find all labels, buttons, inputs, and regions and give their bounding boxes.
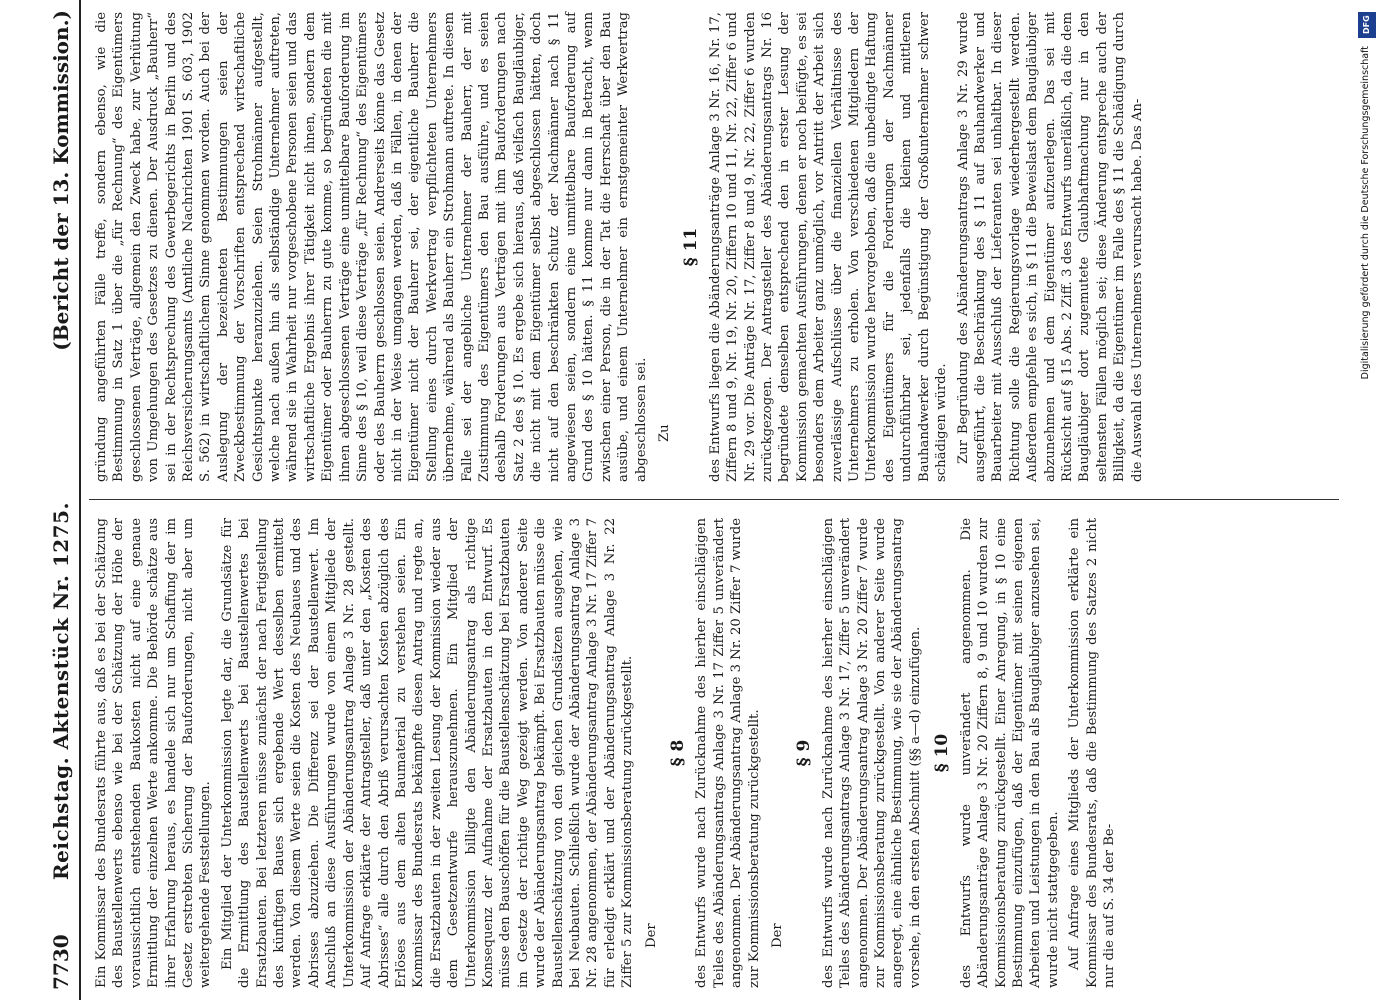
lead-word: Der: [643, 923, 659, 948]
lead-word: Der: [770, 923, 786, 948]
section-heading: § 8: [668, 739, 688, 767]
paragraph: gründung angeführten Fälle treffe, sondern ebenso, wie die Bestimmung in Satz 1 über die „für Rechnung“ des Eigentümers geschlossenen Verträge, allgemein den Zweck habe, zur Verhütung von Umgehungen des Gesetzes zu dienen. Der Ausdruck „Bauherr“ sei in der Rechtsprechung des Gewerbegerichts in Berlin und des Reichsversicherungsamts (Amtliche Nachrichten 1901 S. 603, 1902 S. 562) in wirtschaftlichem Sinne genommen worden. Auch bei der Auslegung der bezeichneten Bestimmungen seien der Zweckbestimmung der Vorschriften entsprechend wirtschaftliche Gesichtspunkte heranzuziehen. Seien Strohmänner aufgestellt, welche nach außen hin als selbständige Unternehmer auftreten, während sie in Wahrheit nur vorgeschobene Personen seien und das wirtschaftliche Ergebnis ihrer Tätigkeit nicht ihnen, sondern dem Eigentümer oder Bauherrn zu gute komme, so begründeten die mit ihnen abgeschlossenen Verträge eine unmittelbare Bauforderung im Sinne des § 10, weil diese Verträge „für Rechnung“ des Eigentümers oder des Bauherrn geschlossen seien. Andrerseits könne das Gesetz nicht in der Weise umgangen werden, daß in Fällen, in denen der Eigentümer nicht der Bauherr sei, der eigentliche Bauherr die Stellung eines durch Werkvertrag verpflichteten Unternehmers übernehme, während als Bauherr ein Strohmann auftrete. In diesem Falle sei der angebliche Unternehmer der Bauherr, der mit Zustimmung des Eigentümers den Bau ausführe, und es seien deshalb Forderungen aus Verträgen mit ihm Bauforderungen nach Satz 2 des § 10. Es ergebe sich hieraus, daß vielfach Baugläubiger, die nicht mit dem Eigentümer selbst abgeschlossen hätten, doch nicht auf den beschränkten Schutz der Nachmänner nach § 11 angewiesen seien, sondern eine unmittelbare Bauforderung auf Grund des § 10 hätten. § 11 komme nur dann in Betracht, wenn zwischen einer Person, die in der Tat die Herrschaft über den Bau ausübe, und einem Unternehmer ein ernstgemeinter Werkvertrag abgeschlossen sei.: [94, 12, 649, 482]
page-subtitle: (Bericht der 13. Kommission.): [49, 10, 73, 351]
right-column: [93, 12, 1150, 482]
paragraph: des Entwurfs wurde unverändert angenommen. Die Abänderungsanträge Anlage 3 Nr. 20 Ziffern 8, 9 und 10 wurden zur Kommissionsberatung zurückgestellt. Einer Anregung, in § 10 eine Bestimmung einzufügen, daß der Eigentümer mit seinen eigenen Arbeiten und Leistungen in den Bau als Baugläubiger anzusehen sei, wurde nicht stattgegeben.: [958, 518, 1061, 988]
paragraph: Ein Mitglied der Unterkommission legte dar, die Grundsätze für die Ermittlung des Baustellenwerts bei Baustellenwertes bei Ersatzbauten. Bei letzteren müsse zunächst der nach Fertigstellung des künftigen Baues sich ergebende Wert desselben ermittelt werden. Von diesem Werte seien die Kosten des Neubaues und des Abrisses abzuziehen. Die Differenz sei der Baustellenwert. Im Anschluß an diese Ausführungen wurde von einem Mitgliede der Unterkommission der Abänderungsantrag Anlage 3 Nr. 28 gestellt. Auf Anfrage erklärte der Antragsteller, daß unter den „Kosten des Abrisses“ alle durch den Abriß verursachten Kosten abzüglich des Erlöses aus dem alten Baumaterial zu verstehen seien. Ein Kommissar des Bundesrats bekämpfte diesen Antrag und regte an, die Ersatzbauten in der zweiten Lesung der Kommission wieder aus dem Gesetzentwurfe herauszunehmen. Ein Mitglied der Unterkommission billigte den Abänderungsantrag als richtige Konsequenz der Aufnahme der Ersatzbauten in den Entwurf. Es müsse den Bauschöffen für die Baustellenschätzung bei Ersatzbauten im Gesetze der richtige Weg gezeigt werden. Von anderer Seite wurde der Abänderungsantrag bekämpft. Bei Ersatzbauten müsse die Baustellenschätzung von den gleichen Grundsätzen ausgehen, wie bei Neubauten. Schließlich wurde der Abänderungsantrag Anlage 3 Nr. 28 angenommen, der Abänderungsantrag Anlage 3 Nr. 17 Ziffer 7 für erledigt erklärt und der Abänderungsantrag Anlage 3 Nr. 22 Ziffer 5 zur Kommissionsberatung zurückgestellt.: [219, 518, 636, 988]
lead-word: Zu: [657, 424, 672, 442]
paragraph: Zur Begründung des Abänderungsantrags Anlage 3 Nr. 29 wurde ausgeführt, die Beschränkung des § 11 auf Bauhandwerker und Bauarbeiter mit Ausschluß der Lieferanten sei unhaltbar. In dieser Richtung solle die Regierungsvorlage wiederhergestellt werden. Außerdem empfehle es sich, in § 11 die Beweislast dem Baugläubiger abzunehmen und dem Eigentümer aufzuerlegen. Das sei mit Rücksicht auf § 15 Abs. 2 Ziff. 3 des Entwurfs unerläßlich, da die dem Baugläubiger dort zugemutete Glaubhaftmachung nur in den seltensten Fällen möglich sei; diese Änderung entspreche auch der Billigkeit, da die Eigentümer im Falle des § 11 die Schädigung durch die Auswahl des Unternehmers verursacht habe. Das An-: [955, 12, 1145, 482]
paragraph: des Entwurfs wurde nach Zurücknahme des hierher einschlägigen Teiles des Abänderungsantrags Anlage 3 Nr. 17 Ziffer 5 unverändert angenommen. Der Abänderungsantrag Anlage 3 Nr. 20 Ziffer 7 wurde zur Kommissionsberatung zurückgestellt.: [694, 518, 762, 988]
paragraph: Auf Anfrage eines Mitglieds der Unterkommission erklärte ein Kommissar des Bundesrats, daß die Bestimmung des Satzes 2 nicht nur die auf S. 34 der Be-: [1067, 518, 1117, 988]
rotated-document: [45, 0, 1355, 1000]
paragraph: Ein Kommissar des Bundesrats führte aus, daß es bei der Schätzung des Baustellenwerts ebenso wie bei der Schätzung der Höhe der voraussichtlich entstehenden Baukosten nicht auf eine genaue Ermittlung der einzelnen Werte ankomme. Die Behörde schätze aus ihrer Erfahrung heraus, es handele sich nur um Schaffung der im Gesetz erstrebten Sicherung der Bauforderungen, nicht aber um weitergehende Feststellungen.: [94, 518, 214, 988]
credit-text: Digitalisierung gefördert durch die Deutsche Forschungsgemeinschaft: [1360, 46, 1371, 380]
left-column: [93, 518, 1122, 988]
paragraph: des Entwurfs liegen die Abänderungsanträge Anlage 3 Nr. 16, Nr. 17, Ziffern 8 und 9, Nr. 19, Nr. 20, Ziffern 10 und 11, Nr. 22, Ziffer 6 und Nr. 29 vor. Die Anträge Nr. 17, Ziffer 8 und 9, Nr. 22, Ziffer 6 wurden zurückgezogen. Der Antragsteller des Abänderungsantrags Nr. 16 begründete denselben entsprechend den in erster Lesung der Kommission gemachten Ausführungen, denen er noch beifügte, es sei besonders dem Arbeiter ganz unmöglich, vor Antritt der Arbeit sich zuverlässige Aufschlüsse über die finanziellen Verhältnisse des Unternehmers zu erholen. Von verschiedenen Mitgliedern der Unterkommission wurde hervorgehoben, daß die unbedingte Haftung des Eigentümers für die Forderungen der Nachmänner undurchführbar sei, jedenfalls die kleinen und mittleren Bauhandwerker durch Begünstigung der Großunternehmer schwer schädigen würde.: [707, 12, 950, 482]
page-title: Reichstag. Aktenstück Nr. 1275.: [49, 502, 73, 880]
section-heading: § 9: [794, 739, 815, 767]
section-heading: § 11: [681, 227, 702, 267]
column-divider: [89, 499, 1339, 500]
section-heading: § 10: [932, 733, 953, 773]
digitization-credit: [1356, 8, 1380, 992]
paragraph: des Entwurfs wurde nach Zurücknahme des hierher einschlägigen Teiles des Abänderungsantrags Anlage 3 Nr. 17, Ziffer 5 unverändert angenommen. Der Abänderungsantrag Anlage 3 Nr. 20 Ziffer 7 wurde zur Kommissionsberatung zurückgestellt. Von anderer Seite wurde angeregt, eine ähnliche Bestimmung, wie sie der Abänderungsantrag vorsehe, in den ersten Abschnitt (§§ a—d) einzufügen.: [820, 518, 923, 988]
page-header: [45, 0, 81, 1000]
dfg-logo: DFG: [1358, 12, 1376, 38]
page-number: 7730: [49, 934, 73, 990]
